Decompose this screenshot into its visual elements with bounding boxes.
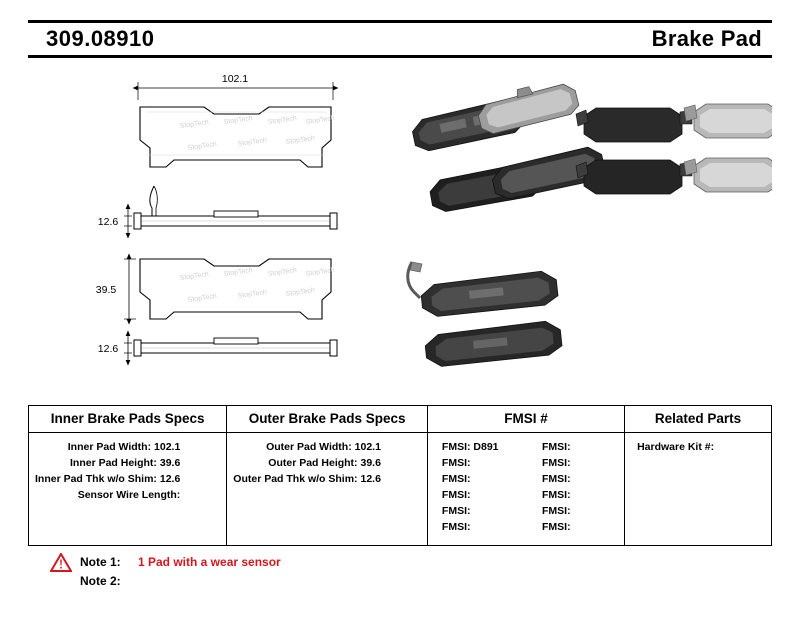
cell-related-parts [625,433,772,546]
pad-photo-cluster-set [576,104,772,194]
note-2-label: Note 2: [80,573,121,588]
svg-text:39.5: 39.5 [95,284,117,296]
svg-text:StopTech: StopTech [285,286,316,298]
spec-inner-thickness: Inner Pad Thk w/o Shim: 12.6 [35,473,181,485]
document-header [28,20,772,58]
warning-icon [50,553,72,572]
spec-outer-width: Outer Pad Width: 102.1 [266,441,381,453]
fmsi-entry: FMSI: [441,473,471,485]
spec-inner-width: Inner Pad Width: 102.1 [67,441,181,453]
part-number: 309.08910 [46,26,155,51]
svg-text:StopTech: StopTech [179,270,210,282]
pad-front-view [138,73,335,167]
svg-text:StopTech: StopTech [267,114,298,126]
fmsi-entry: FMSI: [542,489,571,501]
svg-text:StopTech: StopTech [179,118,210,130]
note-1-text: 1 Pad with a wear sensor [138,554,281,569]
svg-text:StopTech: StopTech [223,266,254,278]
fmsi-entry: FMSI: D891 [441,441,499,453]
svg-text:StopTech: StopTech [237,136,268,148]
fmsi-entry: FMSI: [441,521,471,533]
spec-sensor-wire-length: Sensor Wire Length: [77,489,181,501]
pad-side-view-top [98,186,337,233]
fmsi-entry: FMSI: [542,441,571,453]
hardware-kit-line: Hardware Kit #: [637,441,715,453]
notes-section [50,552,550,590]
spec-outer-height: Outer Pad Height: 39.6 [268,457,381,469]
svg-text:StopTech: StopTech [223,114,254,126]
spec-inner-height: Inner Pad Height: 39.6 [70,457,181,469]
page-title: Brake Pad [651,26,762,51]
svg-text:12.6: 12.6 [97,216,119,228]
note-1-row [80,552,550,571]
pad-front-view-2 [96,259,336,319]
col-header-related: Related Parts [625,406,772,433]
fmsi-entry: FMSI: [542,521,571,533]
fmsi-entry: FMSI: [441,489,471,501]
svg-text:StopTech: StopTech [305,114,336,126]
fmsi-entry: FMSI: [542,457,571,469]
pad-photo-with-sensor [408,262,563,368]
cell-fmsi [427,433,624,546]
col-header-inner: Inner Brake Pads Specs [29,406,227,433]
svg-text:StopTech: StopTech [237,288,268,300]
svg-text:StopTech: StopTech [305,266,336,278]
fmsi-entry: FMSI: [542,473,571,485]
note-1-label: Note 1: [80,554,121,569]
svg-text:StopTech: StopTech [285,134,316,146]
cell-inner-specs [29,433,227,546]
pad-side-view-bottom [98,336,337,360]
fmsi-entry: FMSI: [441,505,471,517]
table-body-row [29,433,772,546]
svg-text:102.1: 102.1 [221,73,249,85]
pad-photo-cluster-angled [410,76,607,213]
svg-text:12.6: 12.6 [97,343,119,355]
spec-outer-thickness: Outer Pad Thk w/o Shim: 12.6 [233,473,381,485]
technical-drawings [28,62,772,392]
svg-text:StopTech: StopTech [187,140,218,152]
col-header-fmsi: FMSI # [427,406,624,433]
svg-text:StopTech: StopTech [267,266,298,278]
table-header-row [29,406,772,433]
col-header-outer: Outer Brake Pads Specs [227,406,428,433]
cell-outer-specs [227,433,428,546]
fmsi-entry: FMSI: [542,505,571,517]
note-2-row [80,571,550,590]
drawing-area [28,62,772,392]
fmsi-entry: FMSI: [441,457,471,469]
svg-text:StopTech: StopTech [187,292,218,304]
specs-table [28,405,772,546]
